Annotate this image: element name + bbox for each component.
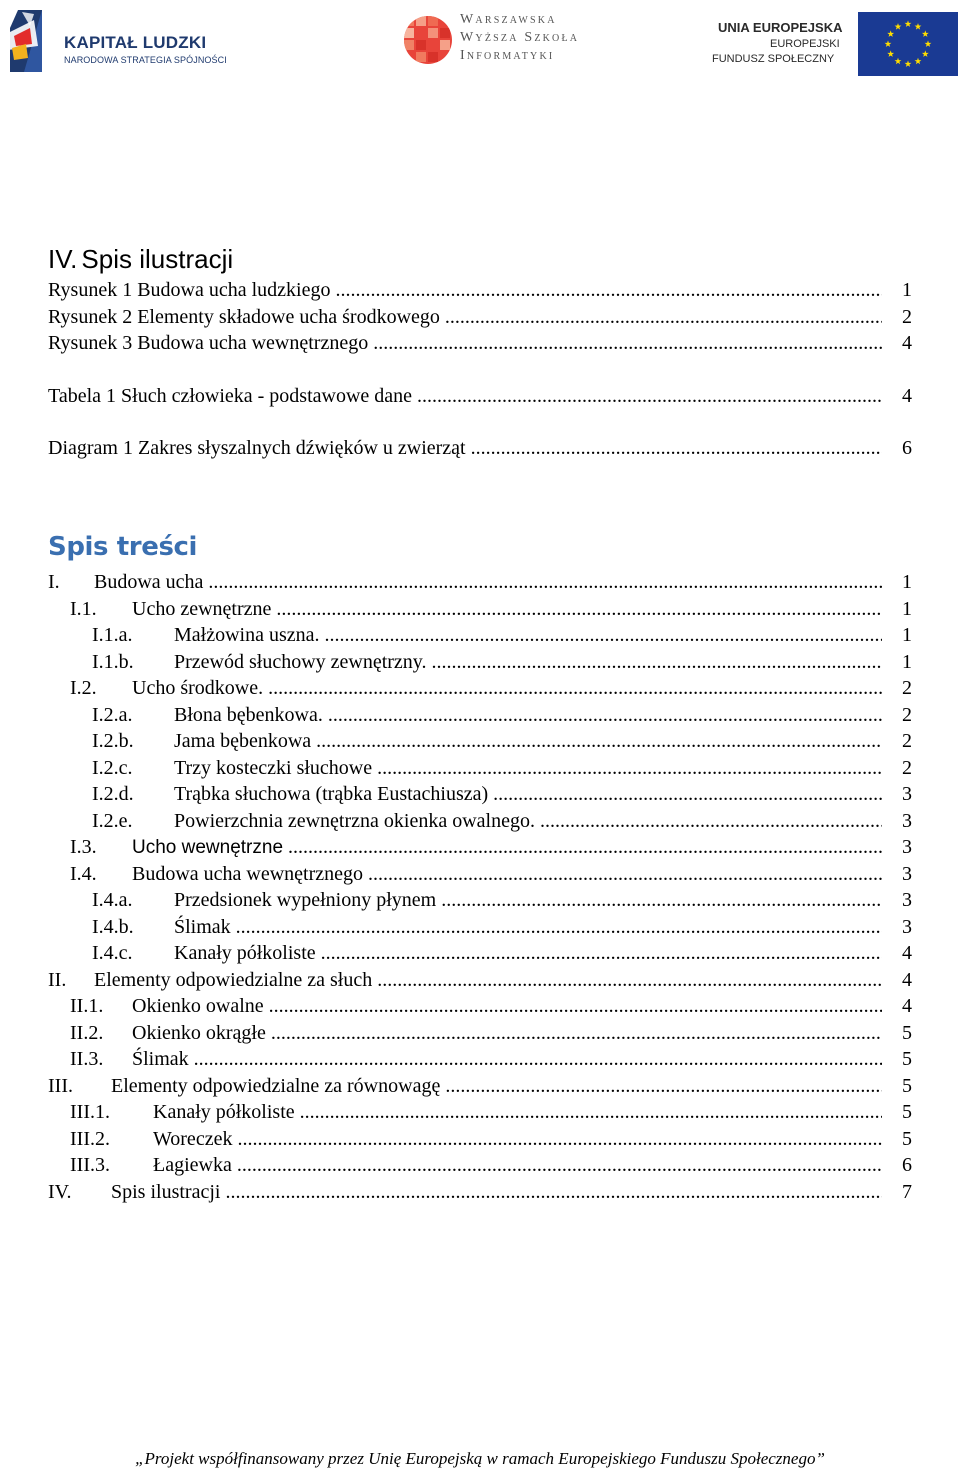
toc-entry-page: 3: [882, 887, 912, 913]
toc-entry-title: Budowa ucha: [94, 571, 204, 593]
toc-entry-number: II.2.: [70, 1020, 132, 1046]
toc-entry-number: III.1.: [70, 1099, 153, 1125]
toc-entry[interactable]: [48, 596, 912, 622]
toc-entry-number: III.: [48, 1073, 111, 1099]
toc-entry[interactable]: [48, 993, 912, 1019]
wwsi-line-3: Informatyki: [460, 48, 555, 63]
toc-entry-number: II.1.: [70, 993, 132, 1019]
kapital-ludzki-subtitle: NARODOWA STRATEGIA SPÓJNOŚCI: [64, 55, 227, 65]
toc-entry-title: Trąbka słuchowa (trąbka Eustachiusza): [174, 783, 489, 805]
toc-entry-page: 3: [882, 861, 912, 887]
toc-entry-title: Ślimak: [174, 915, 231, 938]
toc-leader: [48, 1046, 882, 1072]
illustrations-heading: [48, 244, 233, 275]
toc-entry-title: Przewód słuchowy zewnętrzny.: [174, 650, 427, 673]
illustration-entry[interactable]: [48, 383, 912, 409]
toc-leader: [48, 914, 882, 940]
toc-entry-title: Trzy kosteczki słuchowe: [174, 756, 373, 779]
illustration-leader: [48, 277, 882, 303]
toc-entry-number: I.2.: [70, 675, 132, 701]
illustration-leader: [48, 383, 882, 409]
toc-entry-page: 5: [882, 1073, 912, 1099]
toc-leader: [48, 675, 882, 701]
toc-entry[interactable]: [48, 728, 912, 754]
toc-entry[interactable]: [48, 675, 912, 701]
illustration-page: 1: [882, 277, 912, 303]
toc-leader: [48, 1126, 882, 1152]
illustrations-heading-number: IV.: [48, 244, 78, 274]
illustration-text: Tabela 1 Słuch człowieka - podstawowe dane: [48, 385, 413, 407]
toc-entry[interactable]: [48, 1099, 912, 1125]
illustration-entry[interactable]: [48, 330, 912, 356]
toc-entry-number: I.1.b.: [92, 649, 174, 675]
toc-entry-page: 3: [882, 808, 912, 834]
footer-note: „Projekt współfinansowany przez Unię Europejską w ramach Europejskiego Funduszu Społecznego”: [135, 1449, 825, 1468]
toc-leader: [48, 1073, 882, 1099]
toc-entry-number: I.4.: [70, 861, 132, 887]
toc-entry-page: 2: [882, 702, 912, 728]
toc-entry-title: Spis ilustracji: [111, 1180, 221, 1203]
toc-entry-number: I.2.e.: [92, 808, 174, 834]
eu-line-1: UNIA EUROPEJSKA: [718, 20, 843, 35]
toc-entry-page: 1: [882, 622, 912, 648]
toc-leader: [48, 569, 882, 595]
toc-entry-title: Małżowina uszna.: [174, 624, 320, 646]
toc-entry-page: 5: [882, 1099, 912, 1125]
illustration-text: Rysunek 3 Budowa ucha wewnętrznego: [48, 332, 369, 354]
toc-entry-number: I.4.c.: [92, 940, 174, 966]
illustration-text: Rysunek 2 Elementy składowe ucha środkowego: [48, 306, 440, 328]
toc-entry[interactable]: [48, 1073, 912, 1099]
toc-entry-title: Okienko owalne: [132, 995, 264, 1017]
wwsi-line-2: Wyższa Szkoła: [460, 30, 580, 45]
toc-entry-title: Błona bębenkowa.: [174, 703, 323, 726]
toc-entry-number: II.3.: [70, 1046, 132, 1072]
toc-leader: [48, 1152, 882, 1178]
toc-heading: Spis treści: [48, 532, 198, 562]
toc-entry[interactable]: [48, 808, 912, 834]
toc-entry-title: Ucho wewnętrzne: [132, 837, 284, 858]
toc-entry-page: 2: [882, 755, 912, 781]
illustration-entry[interactable]: [48, 304, 912, 330]
toc-leader: [48, 940, 882, 966]
toc-entry-page: 2: [882, 675, 912, 701]
toc-entry-title: Kanały półkoliste: [153, 1101, 295, 1123]
toc-entry-title: Elementy odpowiedzialne za równowagę: [111, 1074, 441, 1097]
toc-leader: [48, 887, 882, 913]
toc-leader: [48, 1179, 882, 1205]
toc-entry[interactable]: [48, 1126, 912, 1152]
toc-entry-page: 5: [882, 1126, 912, 1152]
toc-leader: [48, 1099, 882, 1125]
toc-leader: [48, 861, 882, 887]
eu-line-2: EUROPEJSKI: [770, 38, 840, 50]
toc-entry[interactable]: [48, 702, 912, 728]
toc-entry[interactable]: [48, 1152, 912, 1178]
illustration-text: Rysunek 1 Budowa ucha ludzkiego: [48, 279, 331, 301]
kapital-ludzki-emblem-icon: [4, 6, 62, 76]
toc-leader: [48, 967, 882, 993]
illustration-page: 6: [882, 435, 912, 461]
toc-entry[interactable]: [48, 649, 912, 675]
illustration-page: 2: [882, 304, 912, 330]
toc-entry-number: IV.: [48, 1179, 111, 1205]
toc-entry-number: I.2.d.: [92, 781, 174, 807]
eu-flag-icon: [858, 12, 958, 76]
toc-entry-number: III.2.: [70, 1126, 153, 1152]
toc-entry-title: Ślimak: [132, 1048, 189, 1070]
toc-entry-number: I.2.c.: [92, 755, 174, 781]
toc-entry-page: 3: [882, 914, 912, 940]
toc-entry[interactable]: [48, 1046, 912, 1072]
toc-leader: [48, 808, 882, 834]
toc-entry-title: Ucho środkowe.: [132, 677, 264, 699]
toc-entry-page: 7: [882, 1179, 912, 1205]
toc-entry-number: I.4.b.: [92, 914, 174, 940]
toc-leader: [48, 702, 882, 728]
toc-entry[interactable]: [48, 569, 912, 595]
toc-leader: [48, 755, 882, 781]
illustration-page: 4: [882, 383, 912, 409]
toc-entry[interactable]: [48, 914, 912, 940]
toc-leader: [48, 622, 882, 648]
toc-entry-title: Powierzchnia zewnętrzna okienka owalnego.: [174, 809, 535, 832]
toc-entry-page: 5: [882, 1046, 912, 1072]
toc-entry-title: Jama bębenkowa: [174, 730, 312, 752]
toc-entry-title: Ucho zewnętrzne: [132, 597, 272, 620]
toc-entry-number: I.1.a.: [92, 622, 174, 648]
toc-entry-title: Okienko okrągłe: [132, 1021, 266, 1044]
toc-entry-title: Elementy odpowiedzialne za słuch: [94, 968, 373, 991]
illustration-page: 4: [882, 330, 912, 356]
toc-entry[interactable]: [48, 1179, 912, 1205]
toc-entry-number: II.: [48, 967, 94, 993]
toc-entry-page: 2: [882, 728, 912, 754]
toc-entry-number: I.3.: [70, 834, 132, 860]
toc-entry-number: I.1.: [70, 596, 132, 622]
toc-entry[interactable]: [48, 940, 912, 966]
illustration-leader: [48, 435, 882, 461]
toc-entry[interactable]: [48, 781, 912, 807]
toc-entry-page: 3: [882, 781, 912, 807]
eu-line-3: FUNDUSZ SPOŁECZNY: [712, 53, 835, 65]
illustrations-heading-title: Spis ilustracji: [81, 244, 234, 274]
toc-entry-number: III.3.: [70, 1152, 153, 1178]
toc-leader: [48, 728, 882, 754]
toc-entry[interactable]: [48, 834, 912, 860]
toc-entry-number: I.2.a.: [92, 702, 174, 728]
wwsi-logo: [400, 12, 590, 68]
toc-entry-page: 5: [882, 1020, 912, 1046]
kapital-ludzki-title: KAPITAŁ LUDZKI: [64, 33, 207, 52]
toc-entry[interactable]: [48, 1020, 912, 1046]
illustration-leader: [48, 330, 882, 356]
toc-entry-number: I.2.b.: [92, 728, 174, 754]
illustration-entry[interactable]: [48, 277, 912, 303]
toc-leader: [48, 1020, 882, 1046]
toc-entry-title: Kanały półkoliste: [174, 942, 316, 964]
toc-entry-title: Przedsionek wypełniony płynem: [174, 889, 437, 911]
toc-entry[interactable]: [48, 887, 912, 913]
toc-entry[interactable]: [48, 622, 912, 648]
toc-entry-page: 1: [882, 596, 912, 622]
illustration-entry[interactable]: [48, 435, 912, 461]
toc-entry-page: 1: [882, 649, 912, 675]
toc-leader: [48, 649, 882, 675]
kapital-ludzki-logo: [4, 6, 227, 76]
toc-entry[interactable]: [48, 861, 912, 887]
toc-entry[interactable]: [48, 967, 912, 993]
toc-entry-number: I.4.a.: [92, 887, 174, 913]
wwsi-emblem-icon: [400, 12, 456, 68]
toc-leader: [48, 834, 882, 860]
toc-entry-page: 3: [882, 834, 912, 860]
wwsi-line-1: Warszawska: [460, 12, 557, 27]
toc-entry-page: 6: [882, 1152, 912, 1178]
illustration-leader: [48, 304, 882, 330]
toc-entry-page: 4: [882, 940, 912, 966]
toc-entry-page: 4: [882, 993, 912, 1019]
toc-entry-title: Łagiewka: [153, 1154, 232, 1176]
toc-entry-page: 1: [882, 569, 912, 595]
toc-leader: [48, 781, 882, 807]
toc-entry-page: 4: [882, 967, 912, 993]
toc-entry-title: Woreczek: [153, 1127, 233, 1150]
toc-entry-number: I.: [48, 569, 94, 595]
illustration-text: Diagram 1 Zakres słyszalnych dźwięków u zwierząt: [48, 437, 466, 459]
toc-leader: [48, 993, 882, 1019]
toc-entry-title: Budowa ucha wewnętrznego: [132, 862, 364, 885]
toc-leader: [48, 596, 882, 622]
toc-entry[interactable]: [48, 755, 912, 781]
eu-logo: [706, 12, 958, 76]
